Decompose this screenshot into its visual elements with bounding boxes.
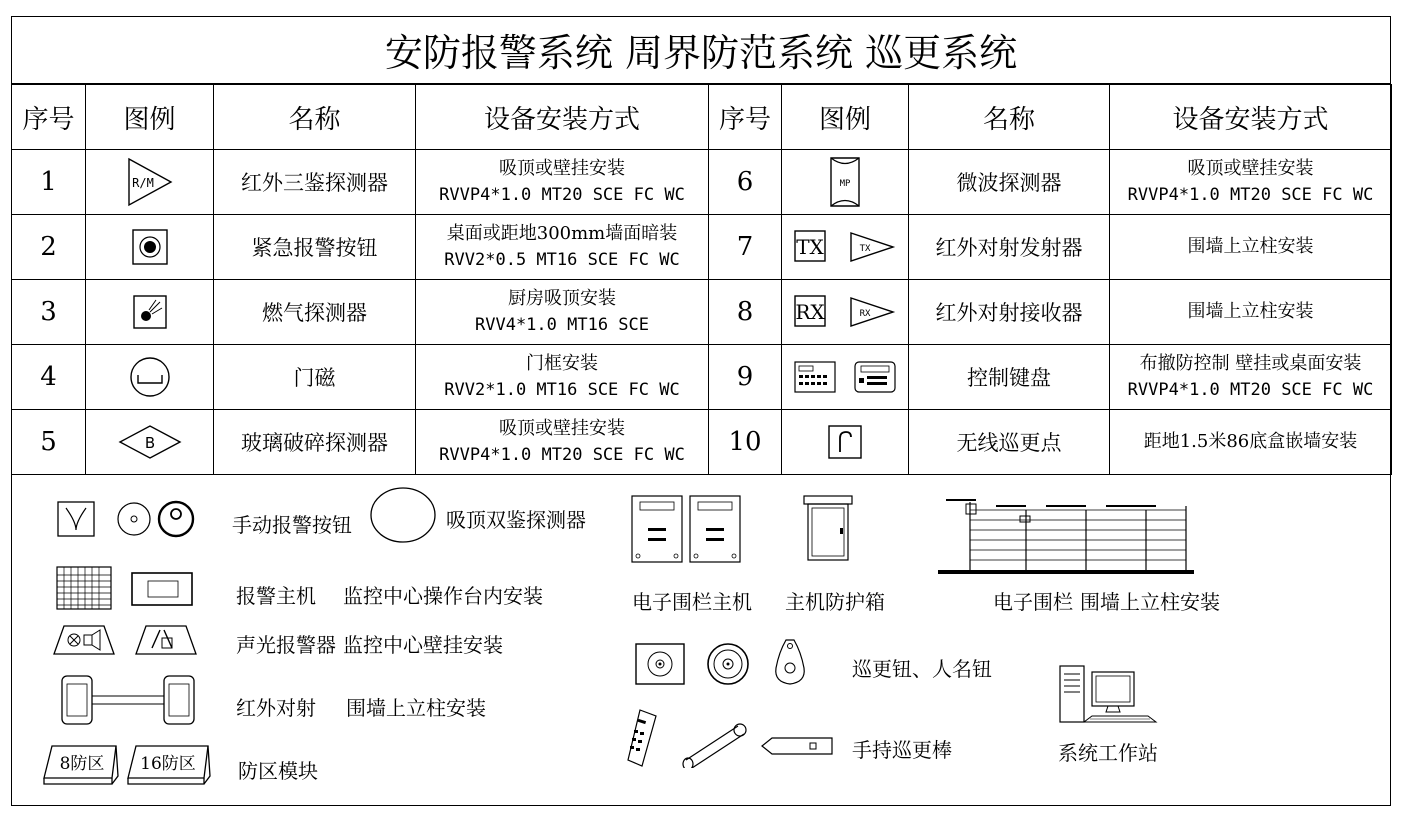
page-title: 安防报警系统 周界防范系统 巡更系统 [11,16,1391,84]
row-name: 燃气探测器 [214,280,416,345]
svg-text:RX: RX [859,309,871,319]
row-icon [86,345,214,410]
row-install: 围墙上立柱安装 [1110,280,1392,345]
row-no: 8 [709,280,782,345]
row-no: 10 [709,410,782,475]
row-icon [86,215,214,280]
electric-fence-install-label: 围墙上立柱安装 [1080,590,1220,614]
ir-beam-label: 红外对射 [236,696,316,720]
table-row [12,410,1392,475]
row-name: 红外对射发射器 [909,215,1110,280]
row-no: 7 [709,215,782,280]
row-no: 4 [12,345,86,410]
row-install: 厨房吸顶安装 RVV4*1.0 MT16 SCE [416,280,709,345]
row-icon [782,150,909,215]
header-install: 设备安装方式 [416,85,709,150]
row-install: 吸顶或壁挂安装 RVVP4*1.0 MT20 SCE FC WC [1110,150,1392,215]
row-no: 9 [709,345,782,410]
row-name: 控制键盘 [909,345,1110,410]
row-name: 微波探测器 [909,150,1110,215]
ir-receiver-icon [793,292,897,332]
handheld-patrol-stick-label: 手持巡更棒 [852,738,952,762]
host-protection-box-icon [802,494,854,564]
row-install: 围墙上立柱安装 [1110,215,1392,280]
row-icon [782,215,909,280]
row-name: 紧急报警按钮 [214,215,416,280]
header-seq-2: 序号 [709,85,782,150]
strobe-alarm-icon [52,624,198,656]
row-name: 红外对射接收器 [909,280,1110,345]
svg-text:B: B [144,434,155,452]
table-row [12,215,1392,280]
svg-text:16防区: 16防区 [140,754,196,774]
row-icon [86,150,214,215]
alarm-host-install-label: 监控中心操作台内安装 [343,584,543,608]
patrol-button-label: 巡更钮、人名钮 [852,657,992,681]
table-row [12,280,1392,345]
patrol-button-icon [634,638,826,688]
row-install: 门框安装 RVV2*1.0 MT16 SCE FC WC [416,345,709,410]
keypad-icon [793,360,897,394]
strobe-alarm-label: 声光报警器 [236,633,336,657]
legend-table [11,84,1392,475]
gas-detector-icon [132,294,168,330]
row-name: 门磁 [214,345,416,410]
row-no: 2 [12,215,86,280]
header-name: 名称 [214,85,416,150]
table-header-row [12,85,1392,150]
alarm-host-label: 报警主机 [236,584,316,608]
row-install: 布撤防控制 壁挂或桌面安装 RVVP4*1.0 MT20 SCE FC WC [1110,345,1392,410]
ceiling-dual-detector-icon [369,486,437,544]
electric-fence-icon [936,496,1196,576]
row-install: 距地1.5米86底盒嵌墙安装 [1110,410,1392,475]
patrol-point-icon [827,424,863,460]
row-name: 玻璃破碎探测器 [214,410,416,475]
workstation-label: 系统工作站 [1058,741,1158,765]
svg-text:R/M: R/M [131,176,154,190]
glass-break-icon [118,424,182,460]
header-name-2: 名称 [909,85,1110,150]
row-icon [782,280,909,345]
handheld-patrol-stick-icon [626,708,836,768]
row-install: 吸顶或壁挂安装 RVVP4*1.0 MT20 SCE FC WC [416,150,709,215]
row-no: 1 [12,150,86,215]
row-name: 红外三鉴探测器 [214,150,416,215]
svg-text:TX: TX [859,244,871,254]
host-protection-box-label: 主机防护箱 [785,590,885,614]
microwave-detector-icon [828,155,862,209]
row-icon [86,280,214,345]
strobe-alarm-install-label: 监控中心壁挂安装 [343,633,503,657]
ceiling-dual-detector-label: 吸顶双鉴探测器 [446,508,586,532]
svg-text:8防区: 8防区 [59,754,105,774]
header-seq: 序号 [12,85,86,150]
row-no: 6 [709,150,782,215]
ir-beam-icon [60,674,196,726]
workstation-icon [1058,664,1160,726]
svg-text:RX: RX [795,300,825,324]
alarm-host-icon [56,565,196,611]
ir-transmitter-icon [793,227,897,267]
header-legend: 图例 [86,85,214,150]
electric-fence-label: 电子围栏 [993,590,1073,614]
row-install: 吸顶或壁挂安装 RVVP4*1.0 MT20 SCE FC WC [416,410,709,475]
svg-text:TX: TX [796,235,824,259]
manual-alarm-button-label: 手动报警按钮 [232,513,352,537]
zone-module-icon [42,742,214,786]
zone-module-label: 防区模块 [238,759,318,783]
row-no: 3 [12,280,86,345]
row-icon [782,345,909,410]
fence-host-icon [630,494,742,564]
svg-text:MP: MP [839,179,851,189]
ir-beam-install-label: 围墙上立柱安装 [346,696,486,720]
emergency-button-icon [131,228,169,266]
triangle-rm-icon [126,156,174,208]
fence-host-label: 电子围栏主机 [632,590,752,614]
header-install-2: 设备安装方式 [1110,85,1392,150]
row-icon [86,410,214,475]
row-install: 桌面或距地300mm墙面暗装 RVV2*0.5 MT16 SCE FC WC [416,215,709,280]
row-no: 5 [12,410,86,475]
table-row [12,345,1392,410]
row-icon [782,410,909,475]
table-row [12,150,1392,215]
door-magnet-icon [128,355,172,399]
header-legend-2: 图例 [782,85,909,150]
row-name: 无线巡更点 [909,410,1110,475]
manual-alarm-button-icon [56,498,196,540]
